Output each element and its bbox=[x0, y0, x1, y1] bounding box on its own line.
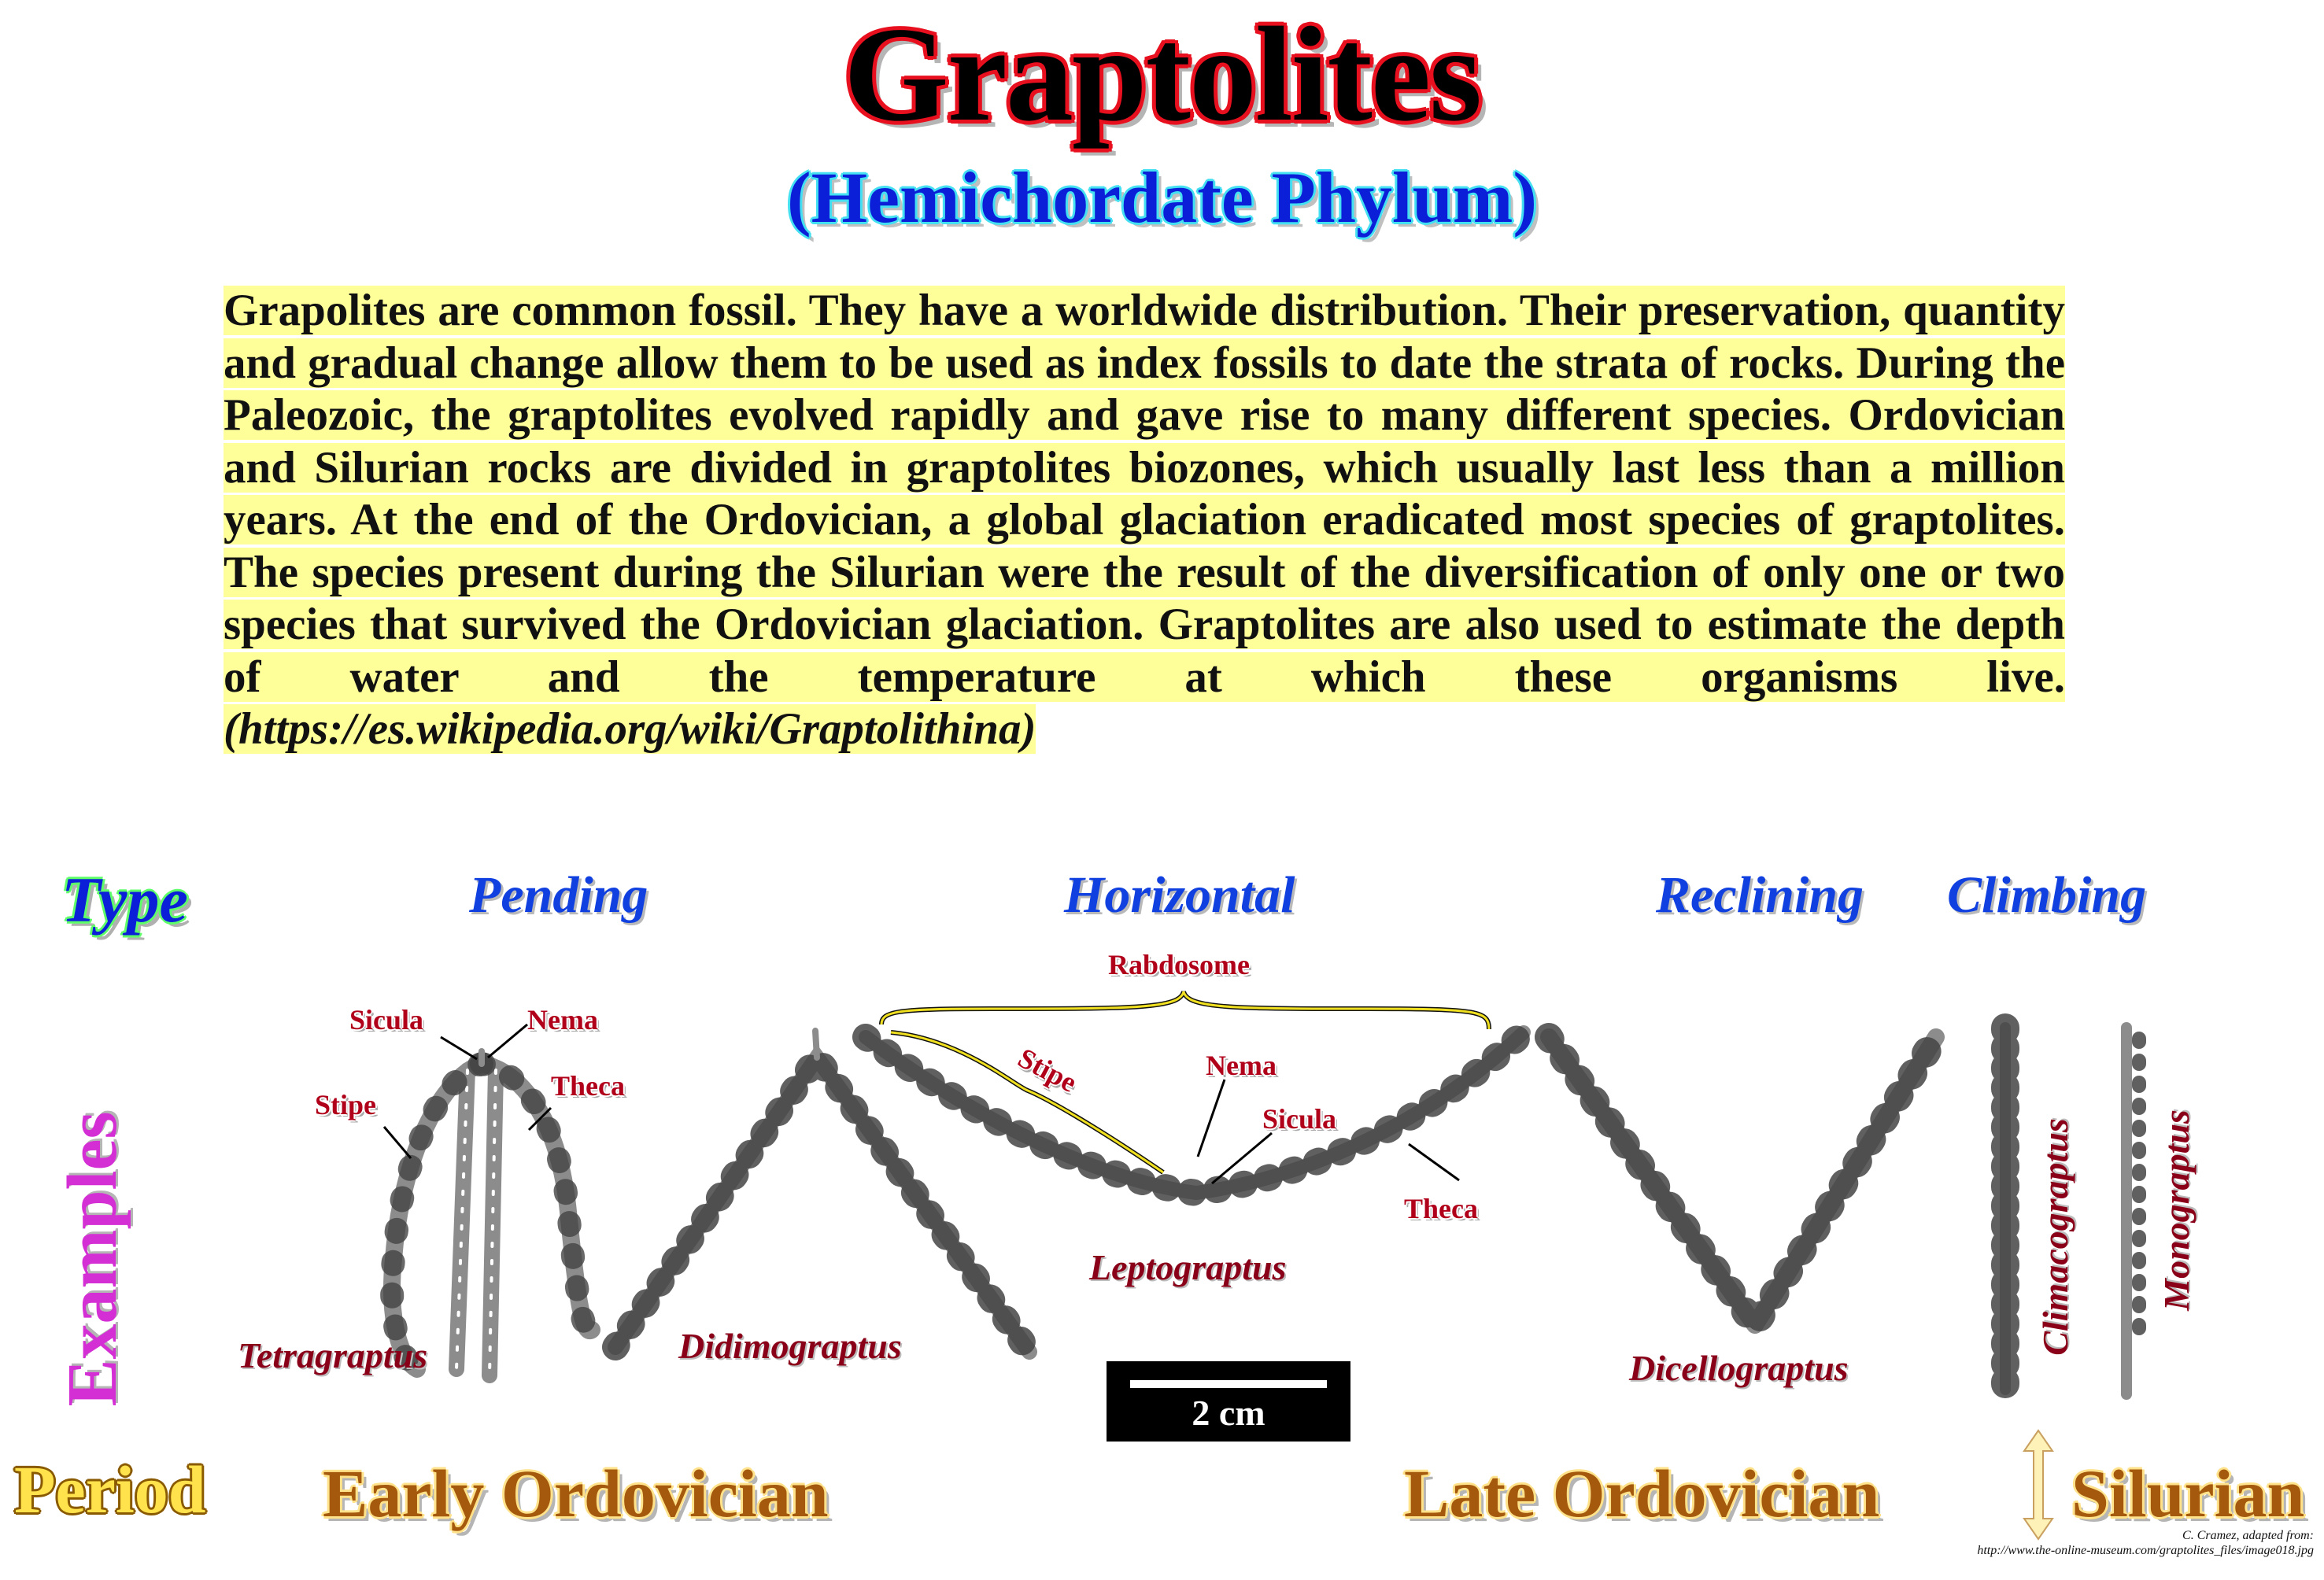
species-monograptus-text: Monograptus bbox=[2156, 1109, 2197, 1311]
species-tetragraptus: Tetragraptus bbox=[238, 1335, 428, 1375]
period-early-ordovician: Early Ordovician bbox=[323, 1456, 829, 1531]
type-pending: Pending bbox=[469, 866, 648, 924]
period-silurian: Silurian bbox=[2071, 1456, 2305, 1531]
dicellograptus-fossil bbox=[1549, 1037, 1936, 1325]
credit-line-1: C. Cramez, adapted from: bbox=[2182, 1529, 2314, 1542]
label-theca-1: Theca bbox=[551, 1070, 625, 1102]
page-subtitle: (Hemichordate Phylum) bbox=[786, 157, 1538, 238]
didimograptus-fossil bbox=[615, 1031, 1029, 1352]
label-stipe-1: Stipe bbox=[315, 1089, 377, 1120]
period-row-label: Period bbox=[14, 1452, 206, 1527]
type-climbing: Climbing bbox=[1947, 866, 2147, 924]
label-sicula-1: Sicula bbox=[349, 1004, 424, 1035]
scale-bar bbox=[1107, 1361, 1350, 1442]
type-row-label: Type bbox=[61, 864, 188, 936]
scale-bar-line bbox=[1130, 1380, 1327, 1388]
species-leptograptus: Leptograptus bbox=[1089, 1247, 1287, 1287]
description-text: Grapolites are common fossil. They have a worldwide distribution. Their preservation, quantity and gradual change allow them to be used as index fossils to date the strata of rocks. During the Paleozoic, the graptolites evolved rapidly and gave rise to many different species. Ordovician and Silurian rocks are divided in graptolites biozones, which usually last less than a million years. At the end of the Ordovician, a global glaciation eradicated most species of graptolites. The species present during the Silurian were the result of the diversification of only one or two species that survived the Ordovician glaciation. Graptolites are also used to estimate the depth of water and the temperature at which these organisms live. bbox=[224, 286, 2065, 702]
label-rabdosome: Rabdosome bbox=[1108, 949, 1251, 980]
examples-label-text: Examples bbox=[54, 1111, 131, 1407]
page-title: Graptolites bbox=[843, 0, 1481, 150]
rabdosome-brace-outline bbox=[881, 991, 1489, 1029]
label-stipe-2: Stipe bbox=[1013, 1042, 1082, 1098]
label-theca-2: Theca bbox=[1404, 1193, 1478, 1224]
image-credit bbox=[1834, 1528, 2314, 1558]
label-nema-1: Nema bbox=[527, 1004, 598, 1035]
type-horizontal: Horizontal bbox=[1064, 866, 1295, 924]
label-nema-2: Nema bbox=[1206, 1050, 1277, 1081]
period-late-ordovician: Late Ordovician bbox=[1404, 1456, 1880, 1531]
monograptus-fossil bbox=[2126, 1028, 2139, 1394]
type-reclining: Reclining bbox=[1656, 866, 1864, 924]
credit-line-2: http://www.the-online-museum.com/graptolites_files/image018.jpg bbox=[1977, 1544, 2314, 1557]
description-source: (https://es.wikipedia.org/wiki/Graptolithina) bbox=[224, 704, 1036, 754]
species-didimograptus: Didimograptus bbox=[678, 1326, 902, 1366]
species-dicellograptus: Dicellograptus bbox=[1629, 1348, 1849, 1388]
silurian-boundary-arrow bbox=[2024, 1430, 2052, 1539]
species-climacograptus-text: Climacograptus bbox=[2035, 1118, 2075, 1356]
label-sicula-2: Sicula bbox=[1262, 1103, 1337, 1135]
scale-bar-text: 2 cm bbox=[1192, 1393, 1265, 1433]
leptograptus-fossil bbox=[866, 1032, 1524, 1193]
